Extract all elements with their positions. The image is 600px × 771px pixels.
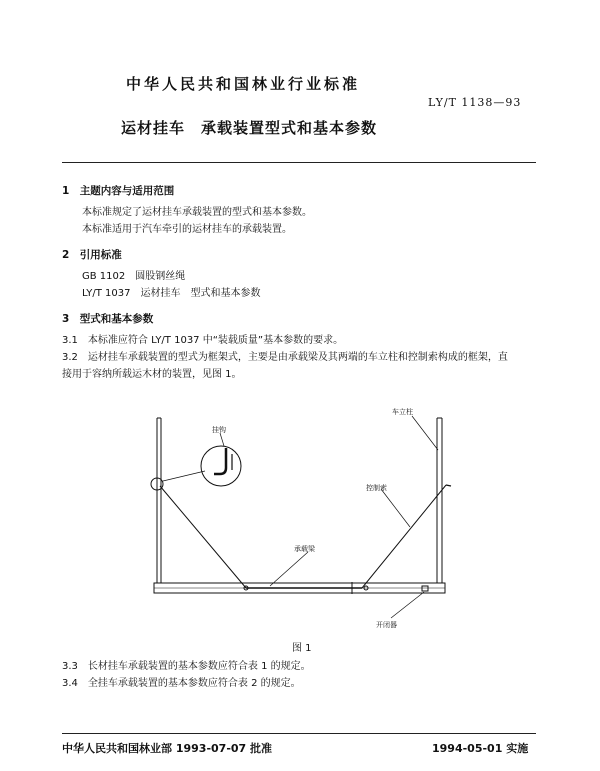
standard-code: LY/T 1138—93 [428,96,522,109]
hook-icon [214,448,226,474]
label-cable: 控制索 [366,484,387,492]
implementation-line: 1994-05-01 实施 [432,742,529,755]
opener-box [422,586,428,591]
hook-detail-circle [201,446,241,486]
label-hook: 挂钩 [212,426,226,434]
section-2-heading: 2 引用标准 [62,249,122,261]
label-opener: 开闭器 [376,621,397,629]
reference-2: LY/T 1037 运材挂车 型式和基本参数 [82,288,261,299]
reference-1: GB 1102 圆股钢丝绳 [82,271,186,282]
section-1-heading: 1 主题内容与适用范围 [62,185,175,197]
standard-title: 中华人民共和国林业行业标准 [126,75,361,93]
label-post: 车立柱 [392,408,413,416]
clause-3-3: 3.3 长材挂车承载装置的基本参数应符合表 1 的规定。 [62,661,311,672]
section-1-paragraph-1: 本标准规定了运材挂车承载装置的型式和基本参数。 [82,207,312,218]
section-3-heading: 3 型式和基本参数 [62,313,154,325]
label-beam: 承载梁 [294,545,315,553]
clause-3-2-line-2: 接用于容纳所载运木材的装置，见图 1。 [62,369,242,380]
approval-line: 中华人民共和国林业部 1993-07-07 批准 [62,742,273,755]
figure-caption: 图 1 [292,643,312,654]
right-control-cable [362,485,446,588]
clause-3-2-line-1: 3.2 运材挂车承载装置的型式为框架式，主要是由承载梁及其两端的车立柱和控制索构成的框架，直 [62,352,508,363]
clause-3-1: 3.1 本标准应符合 LY/T 1037 中“装载质量”基本参数的要求。 [62,335,344,346]
section-1-paragraph-2: 本标准适用于汽车牵引的运材挂车的承载装置。 [82,224,292,235]
left-control-cable [160,486,246,588]
document-title: 运材挂车 承载装置型式和基本参数 [121,119,378,137]
footer-divider [62,733,536,734]
clause-3-4: 3.4 全挂车承载装置的基本参数应符合表 2 的规定。 [62,678,301,689]
